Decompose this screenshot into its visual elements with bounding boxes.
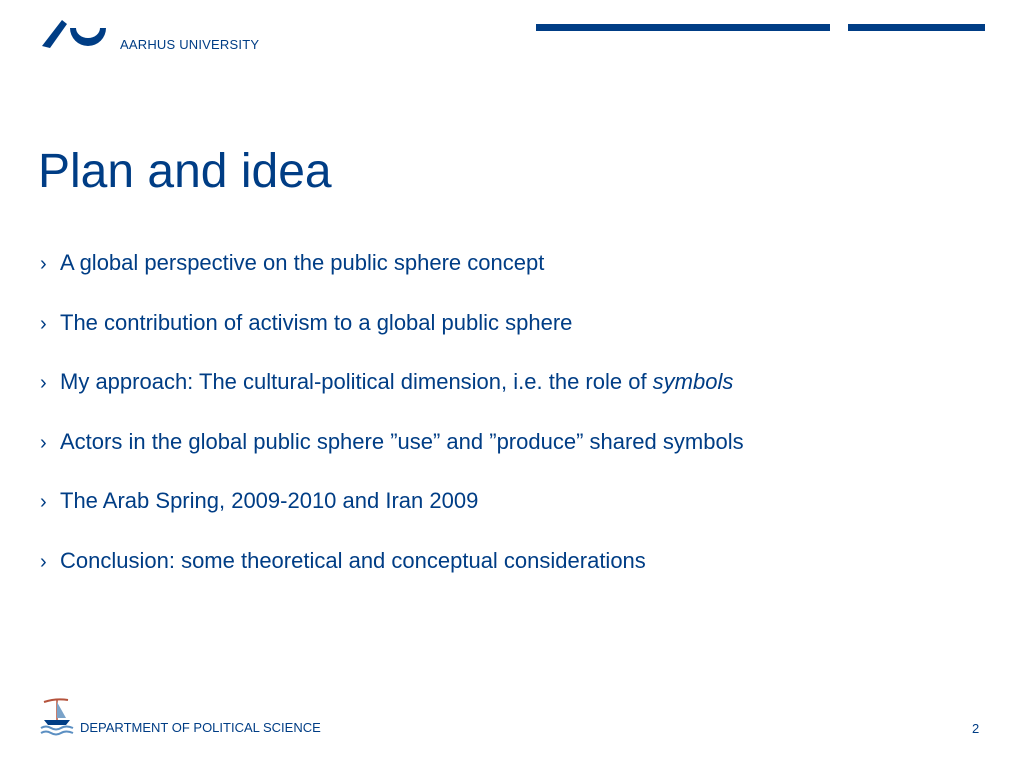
ship-icon [40, 694, 74, 738]
header-bar-long [536, 24, 830, 31]
bullet-text: The Arab Spring, 2009-2010 and Iran 2009 [60, 488, 479, 514]
aarhus-university-logo-icon [40, 18, 108, 50]
bullet-item [40, 546, 744, 576]
bullet-item [40, 308, 744, 338]
bullet-item [40, 486, 744, 516]
bullet-marker: › [40, 253, 47, 275]
bullet-marker: › [40, 372, 47, 395]
bullet-text: A global perspective on the public sphere concept [60, 250, 545, 275]
header-bar-short [848, 24, 985, 31]
bullet-text: Conclusion: some theoretical and conceptual considerations [60, 547, 646, 573]
bullet-list [40, 248, 744, 606]
page-number: 2 [972, 721, 980, 736]
university-name: AARHUS UNIVERSITY [120, 37, 260, 52]
bullet-text: My approach: The cultural-political dimension, i.e. the role of [60, 369, 653, 395]
slide-title: Plan and idea [38, 145, 332, 198]
bullet-item [40, 248, 744, 278]
department-name: DEPARTMENT OF POLITICAL SCIENCE [80, 720, 321, 735]
bullet-item [40, 367, 744, 397]
bullet-text: The contribution of activism to a global public sphere [60, 309, 573, 335]
bullet-emphasis: symbols [652, 369, 734, 395]
bullet-text: Actors in the global public sphere ”use” and ”produce” shared symbols [60, 428, 744, 454]
bullet-item [40, 427, 744, 457]
bullet-marker: › [40, 431, 47, 454]
bullet-marker: › [40, 312, 47, 335]
bullet-marker: › [40, 550, 47, 573]
bullet-marker: › [40, 491, 47, 514]
